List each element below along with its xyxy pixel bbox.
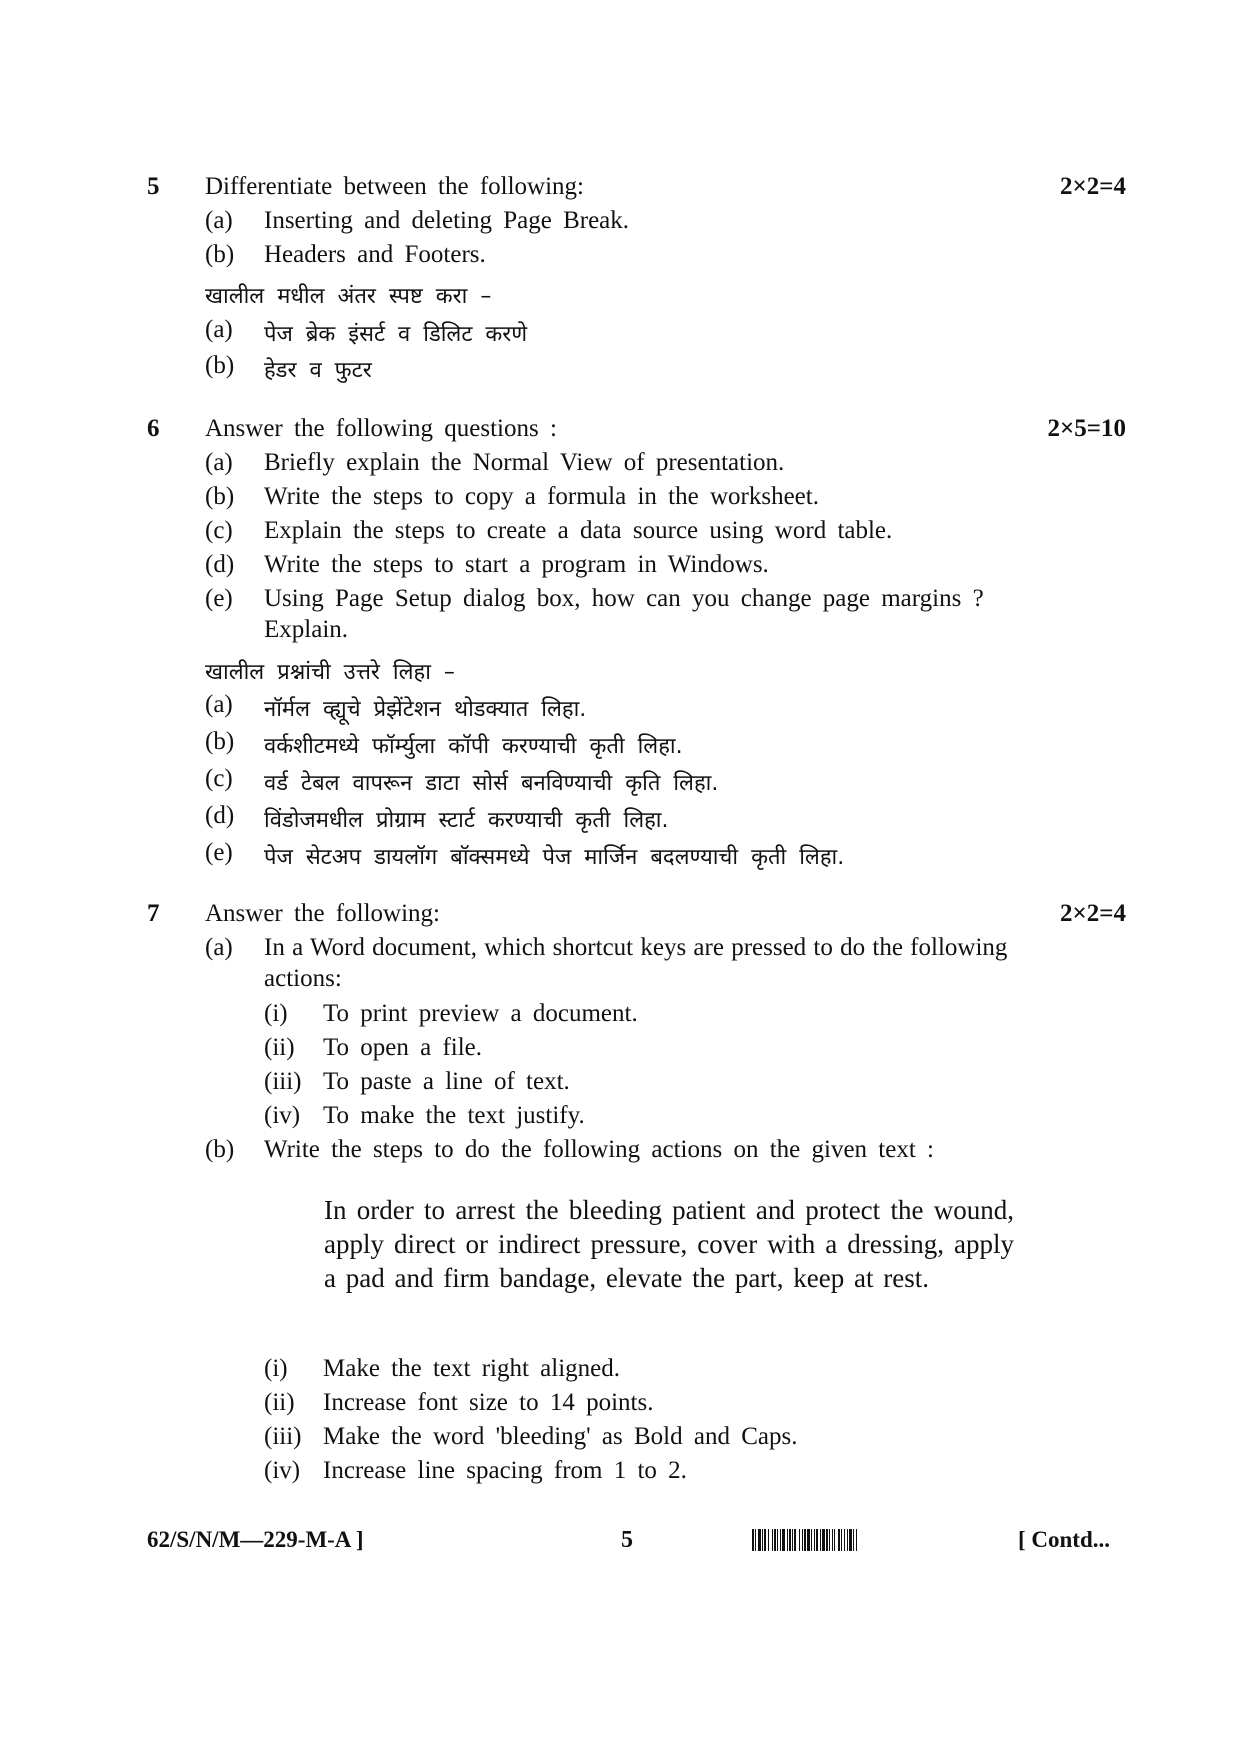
question-number: 6 [147,415,160,442]
subitem-label: (iii) [264,1068,302,1095]
item-text: Write the steps to do the following actions on the given text : [264,1136,934,1163]
subitem-label: (ii) [264,1389,295,1416]
marathi-item-text: पेज सेटअप डायलॉग बॉक्समध्ये पेज मार्जिन बदलण्याची कृती लिहा. [264,845,845,870]
item-text: Briefly explain the Normal View of presentation. [264,449,785,476]
question-marks: 2×5=10 [1047,415,1126,442]
item-label: (a) [205,934,233,961]
item-label: (b) [205,728,235,755]
item-label: (b) [205,1136,235,1163]
item-text-continued: actions: [264,965,342,992]
item-label: (a) [205,449,233,476]
subitem-label: (i) [264,1355,288,1382]
subitem-label: (ii) [264,1034,295,1061]
barcode [752,1529,986,1551]
subitem-label: (iv) [264,1457,301,1484]
subitem-text: To paste a line of text. [323,1068,570,1095]
item-text: In a Word document, which shortcut keys are pressed to do the following [264,934,1008,961]
marathi-title: खालील मधील अंतर स्पष्ट करा – [205,284,492,309]
question-title: Answer the following questions : [205,415,557,442]
item-label: (b) [205,352,235,379]
question-title: Answer the following: [205,900,440,927]
subitem-text: Increase font size to 14 points. [323,1389,654,1416]
marathi-item-text: वर्कशीटमध्ये फॉर्म्युला कॉपी करण्याची कृती लिहा. [264,734,683,759]
item-label: (d) [205,802,235,829]
item-label: (e) [205,839,233,866]
subitem-text: Increase line spacing from 1 to 2. [323,1457,687,1484]
question-marks: 2×2=4 [1060,900,1126,927]
subitem-text: To print preview a document. [323,1000,638,1027]
subitem-text: Make the word 'bleeding' as Bold and Caps. [323,1423,798,1450]
item-text: Write the steps to start a program in Windows. [264,551,769,578]
subitem-label: (iii) [264,1423,302,1450]
item-label: (a) [205,316,233,343]
question-marks: 2×2=4 [1060,173,1126,200]
item-text: Inserting and deleting Page Break. [264,207,630,234]
item-text: Headers and Footers. [264,241,486,268]
item-text: Using Page Setup dialog box, how can you change page margins ? [264,585,984,612]
subitem-text: Make the text right aligned. [323,1355,621,1382]
item-label: (b) [205,483,235,510]
item-label: (e) [205,585,233,612]
marathi-title: खालील प्रश्नांची उत्तरे लिहा – [205,660,455,685]
item-label: (a) [205,691,233,718]
marathi-item-text: हेडर व फुटर [264,358,372,383]
item-label: (b) [205,241,235,268]
subitem-label: (iv) [264,1102,301,1129]
item-text: Explain the steps to create a data source using word table. [264,517,893,544]
marathi-item-text: विंडोजमधील प्रोग्राम स्टार्ट करण्याची कृती लिहा. [264,808,669,833]
item-label: (d) [205,551,235,578]
item-label: (c) [205,517,233,544]
marathi-item-text: वर्ड टेबल वापरून डाटा सोर्स बनविण्याची कृति लिहा. [264,771,719,796]
paper-code: 62/S/N/M—229-M-A ] [147,1527,364,1552]
subitem-text: To open a file. [323,1034,483,1061]
given-text-passage: In order to arrest the bleeding patient and protect the wound, apply direct or indirect pressure, cover with a dressing, apply a pad and firm bandage, elevate the part, keep at rest. [324,1195,1014,1293]
page-number: 5 [621,1527,633,1553]
question-number: 5 [147,173,160,200]
item-text: Write the steps to copy a formula in the worksheet. [264,483,819,510]
item-text-continued: Explain. [264,616,349,643]
question-title: Differentiate between the following: [205,173,584,200]
marathi-item-text: नॉर्मल व्ह्यूचे प्रेझेंटेशन थोडक्यात लिहा. [264,697,587,722]
item-label: (c) [205,765,233,792]
question-number: 7 [147,900,160,927]
marathi-item-text: पेज ब्रेक इंसर्ट व डिलिट करणे [264,322,528,347]
subitem-label: (i) [264,1000,288,1027]
contd-label: [ Contd... [1018,1527,1111,1552]
item-label: (a) [205,207,233,234]
barcode-bar [857,1529,859,1551]
subitem-text: To make the text justify. [323,1102,585,1129]
